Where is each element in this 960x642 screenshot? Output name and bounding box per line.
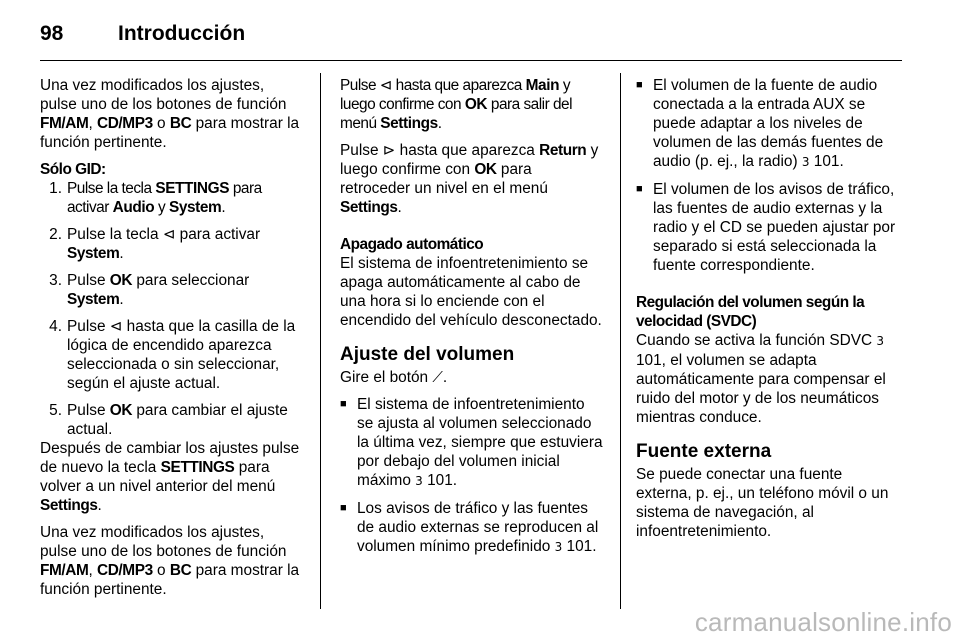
header-rule: [40, 60, 902, 61]
page-ref-icon: 3: [876, 334, 885, 348]
list-item: ■ El volumen de la fuente de audio conectada a la entrada AUX se puede adaptar a los niveles de volumen de las demás fuentes de audio (p. ej., la radio) 3 101.: [636, 76, 902, 172]
paragraph: Después de cambiar los ajustes pulse de nuevo la tecla SETTINGS para volver a un nivel anterior del menú Settings.: [40, 440, 300, 514]
list-item: 2. Pulse la tecla ⊲ para activar System.: [49, 225, 261, 262]
auto-off-heading: Apagado automático: [340, 236, 484, 253]
step-list: [40, 179, 304, 439]
list-item: 3. Pulse OK para seleccionar System.: [49, 272, 250, 308]
column-divider-1: [320, 73, 321, 609]
watermark: carmanualsonline.info: [694, 607, 952, 637]
svdc-heading: Regulación del volumen según la velocidad (SVDC): [636, 294, 865, 330]
external-source-heading: Fuente externa: [636, 441, 772, 462]
volume-heading: Ajuste del volumen: [340, 344, 515, 365]
aux-bullets: [636, 76, 902, 275]
list-item: 4. Pulse ⊲ hasta que la casilla de la lógica de encendido aparezca seleccionada o sin seleccionar, según el ajuste actual.: [49, 317, 296, 392]
paragraph: Pulse ⊳ hasta que aparezca Return y luego confirme con OK para retroceder un nivel en el menú Settings.: [340, 141, 599, 216]
paragraph: Se puede conectar una fuente externa, p. ej., un teléfono móvil o un sistema de navegación, al infoentretenimiento.: [636, 466, 889, 540]
column-divider-2: [620, 73, 621, 609]
back-arrow-icon: ⊲: [379, 76, 392, 94]
paragraph: Una vez modificados los ajustes, pulse uno de los botones de función FM/AM, CD/MP3 o BC para mostrar la función pertinente.: [40, 524, 300, 598]
column-1: [40, 76, 304, 607]
list-item: ■ El volumen de los avisos de tráfico, las fuentes de audio externas y la radio y el CD se pueden ajustar por separado si está seleccionada la fuente correspondiente.: [636, 180, 902, 275]
column-3: [636, 76, 902, 549]
volume-bullets: [340, 395, 604, 557]
back-arrow-icon: ⊲: [109, 317, 123, 335]
page-ref-icon: 3: [801, 155, 810, 169]
list-item: 5. Pulse OK para cambiar el ajuste actual.: [49, 402, 288, 438]
page-title: Introducción: [118, 22, 246, 45]
forward-arrow-icon: ⊳: [382, 141, 396, 159]
column-2: [340, 76, 604, 565]
page-header: [40, 18, 245, 50]
page-ref-icon: 3: [554, 540, 563, 554]
list-item: 1. Pulse la tecla SETTINGS para activar Audio y System.: [49, 180, 262, 216]
page-ref-icon: 3: [415, 474, 423, 488]
paragraph: Pulse ⊲ hasta que aparezca Main y luego confirme con OK para salir del menú Settings.: [340, 76, 573, 132]
paragraph: Una vez modificados los ajustes, pulse uno de los botones de función FM/AM, CD/MP3 o BC para mostrar la función pertinente.: [40, 77, 300, 151]
paragraph: El sistema de infoentretenimiento se apaga automáticamente al cabo de una hora si lo enciende con el encendido del vehículo desconectado.: [340, 255, 602, 329]
volume-knob-icon: ⟋: [432, 368, 443, 386]
page-number: 98: [40, 22, 64, 45]
paragraph: Cuando se activa la función SDVC 3 101, el volumen se adapta automáticamente para compensar el ruido del motor y de los neumáticos mientras conduce.: [636, 332, 886, 426]
list-item: ■ El sistema de infoentretenimiento se ajusta al volumen seleccionado la última vez, siempre que estuviera por debajo del volumen inicial máximo 3 101.: [340, 395, 604, 491]
paragraph: Gire el botón ⟋.: [340, 368, 448, 386]
list-item: ■ Los avisos de tráfico y las fuentes de audio externas se reproducen al volumen mínimo predefinido 3 101.: [340, 499, 604, 557]
gid-heading: Sólo GID:: [40, 161, 106, 178]
back-arrow-icon: ⊲: [162, 225, 176, 243]
